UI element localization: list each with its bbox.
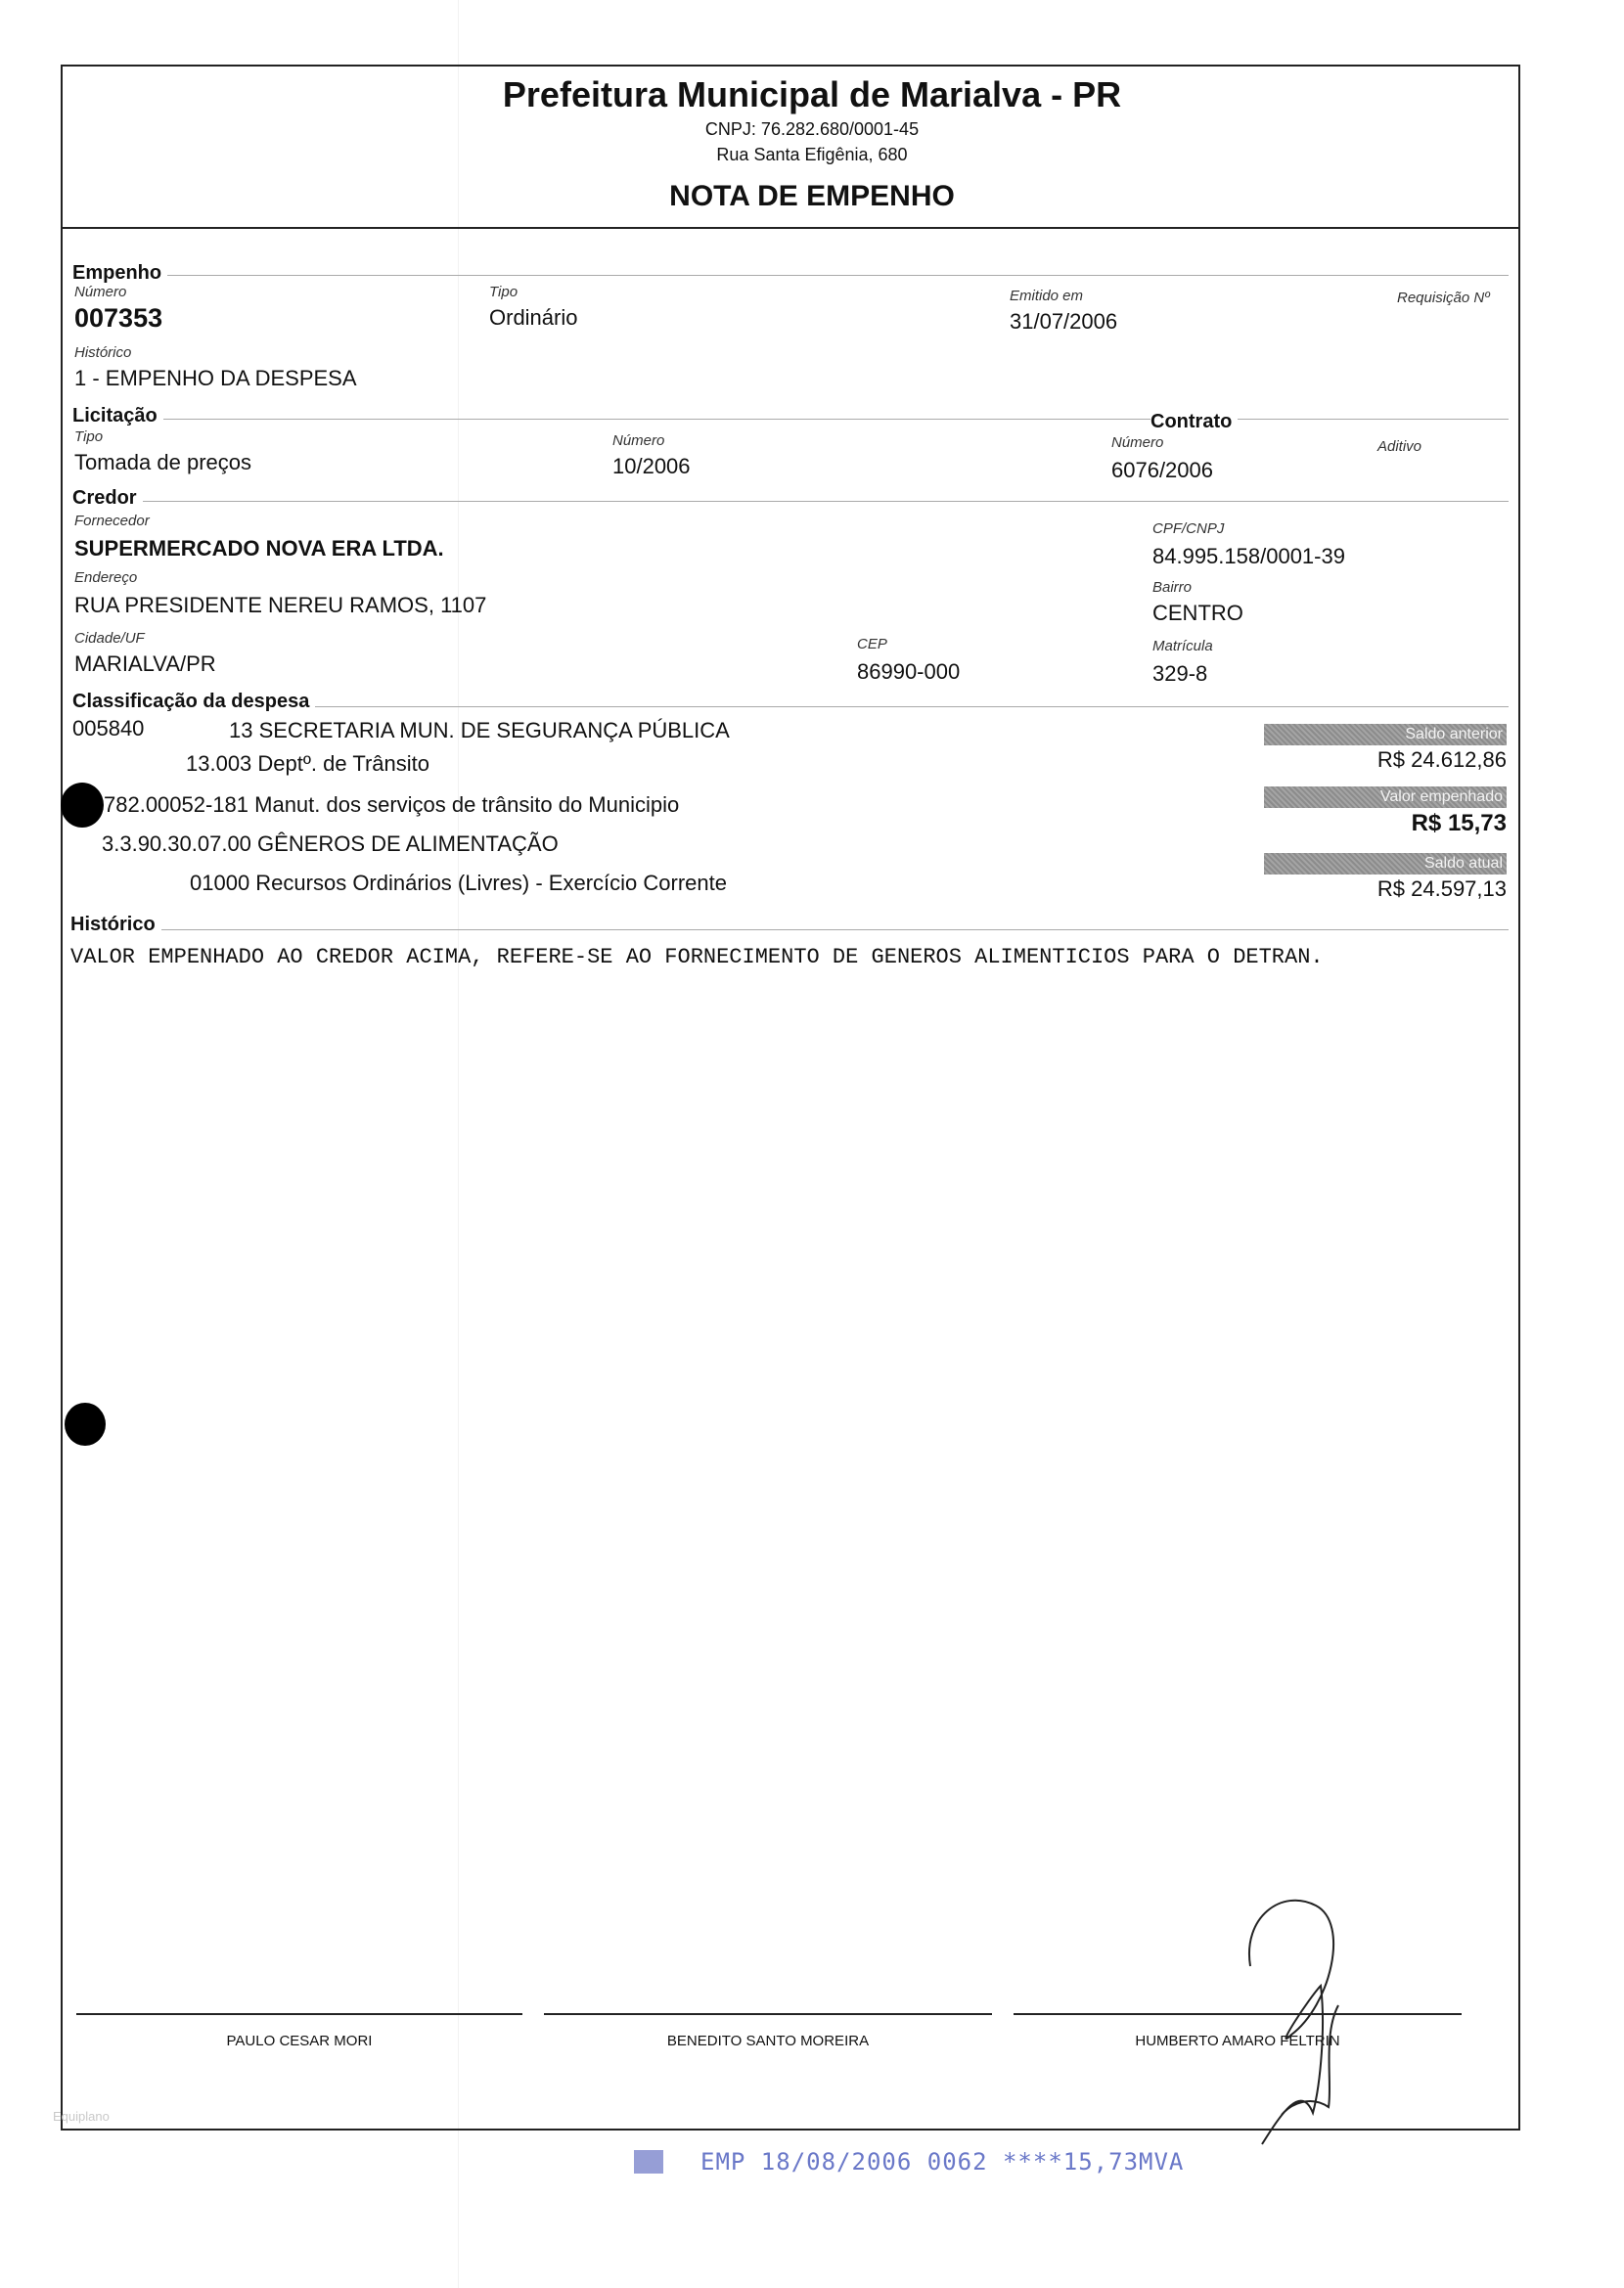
matricula-value: 329-8 [1152,661,1208,686]
cep-label: CEP [857,636,887,652]
signature-line-2 [544,2013,992,2015]
historico-empenho: 1 - EMPENHO DA DESPESA [74,366,357,390]
cep-value: 86990-000 [857,659,961,684]
classificacao-departamento: 13.003 Deptº. de Trânsito [186,751,429,776]
endereco-value: RUA PRESIDENTE NEREU RAMOS, 1107 [74,593,487,617]
signature-name-3: HUMBERTO AMARO FELTRIN [1135,2033,1340,2049]
requisicao-label: Requisição Nº [1397,290,1490,306]
fornecedor-name: SUPERMERCADO NOVA ERA LTDA. [74,536,444,561]
licitacao-numero: 10/2006 [612,454,691,478]
cpf-cnpj-value: 84.995.158/0001-39 [1152,544,1345,568]
address-text: Rua Santa Efigênia, 680 [716,145,908,164]
contrato-numero-label: Número [1111,434,1164,451]
empenho-tipo-label: Tipo [489,284,519,300]
saldo-atual-label: Saldo atual [1264,853,1507,875]
empenho-tipo: Ordinário [489,305,578,330]
stamp-mark [634,2150,663,2174]
historico-text: VALOR EMPENHADO AO CREDOR ACIMA, REFERE-SE AO FORNECIMENTO DE GENEROS ALIMENTICIOS PARA O DETRAN. [70,945,1324,969]
credor-section-title: Credor [72,487,143,510]
punch-hole-bottom [65,1403,106,1446]
cidade-label: Cidade/UF [74,630,145,647]
matricula-label: Matrícula [1152,638,1213,654]
licitacao-numero-label: Número [612,432,665,449]
cpf-cnpj-label: CPF/CNPJ [1152,520,1225,537]
empenho-numero: 007353 [74,303,163,333]
document-title: NOTA DE EMPENHO [669,180,955,212]
licitacao-rule [72,419,1509,420]
classificacao-elemento: 3.3.90.30.07.00 GÊNEROS DE ALIMENTAÇÃO [102,831,559,856]
classificacao-recurso: 01000 Recursos Ordinários (Livres) - Exercício Corrente [190,871,727,895]
licitacao-section-title: Licitação [72,405,163,427]
historico-rule [72,929,1509,930]
fornecedor-label: Fornecedor [74,513,150,529]
signature-name-1: PAULO CESAR MORI [226,2033,373,2049]
aditivo-label: Aditivo [1377,438,1422,455]
contrato-section-title: Contrato [1150,411,1238,433]
historico-section-title: Histórico [70,914,161,936]
licitacao-tipo-label: Tipo [74,428,104,445]
classificacao-section-title: Classificação da despesa [72,691,315,713]
credor-rule [72,501,1509,502]
cidade-value: MARIALVA/PR [74,651,216,676]
bairro-value: CENTRO [1152,601,1243,625]
licitacao-tipo: Tomada de preços [74,450,251,474]
saldo-atual-value: R$ 24.597,13 [1376,876,1507,901]
handwritten-signature [1223,1888,1379,2152]
software-watermark: Equiplano [53,2109,110,2124]
classificacao-atividade: 782.00052-181 Manut. dos serviços de trânsito do Municipio [104,792,680,817]
historico-empenho-label: Histórico [74,344,132,361]
bairro-label: Bairro [1152,579,1193,596]
signature-line-1 [76,2013,522,2015]
classificacao-secretaria: 13 SECRETARIA MUN. DE SEGURANÇA PÚBLICA [229,718,730,742]
empenho-rule [72,275,1509,276]
page-title: Prefeitura Municipal de Marialva - PR [502,74,1122,114]
contrato-numero: 6076/2006 [1111,458,1213,482]
valor-empenhado-value: R$ 15,73 [1411,810,1507,836]
saldo-anterior-label: Saldo anterior [1264,724,1507,745]
valor-empenhado-label: Valor empenhado [1264,786,1507,808]
signature-name-2: BENEDITO SANTO MOREIRA [666,2033,870,2049]
empenho-section-title: Empenho [72,262,167,285]
cnpj-text: CNPJ: 76.282.680/0001-45 [704,119,920,139]
classificacao-code: 005840 [72,716,145,740]
header-separator [61,227,1520,229]
endereco-label: Endereço [74,569,138,586]
emitido-date: 31/07/2006 [1010,309,1118,334]
emitido-label: Emitido em [1010,288,1084,304]
punch-hole-top [61,783,104,828]
processing-stamp: EMP 18/08/2006 0062 ****15,73MVA [700,2148,1185,2176]
saldo-anterior-value: R$ 24.612,86 [1376,747,1507,772]
empenho-numero-label: Número [74,284,127,300]
